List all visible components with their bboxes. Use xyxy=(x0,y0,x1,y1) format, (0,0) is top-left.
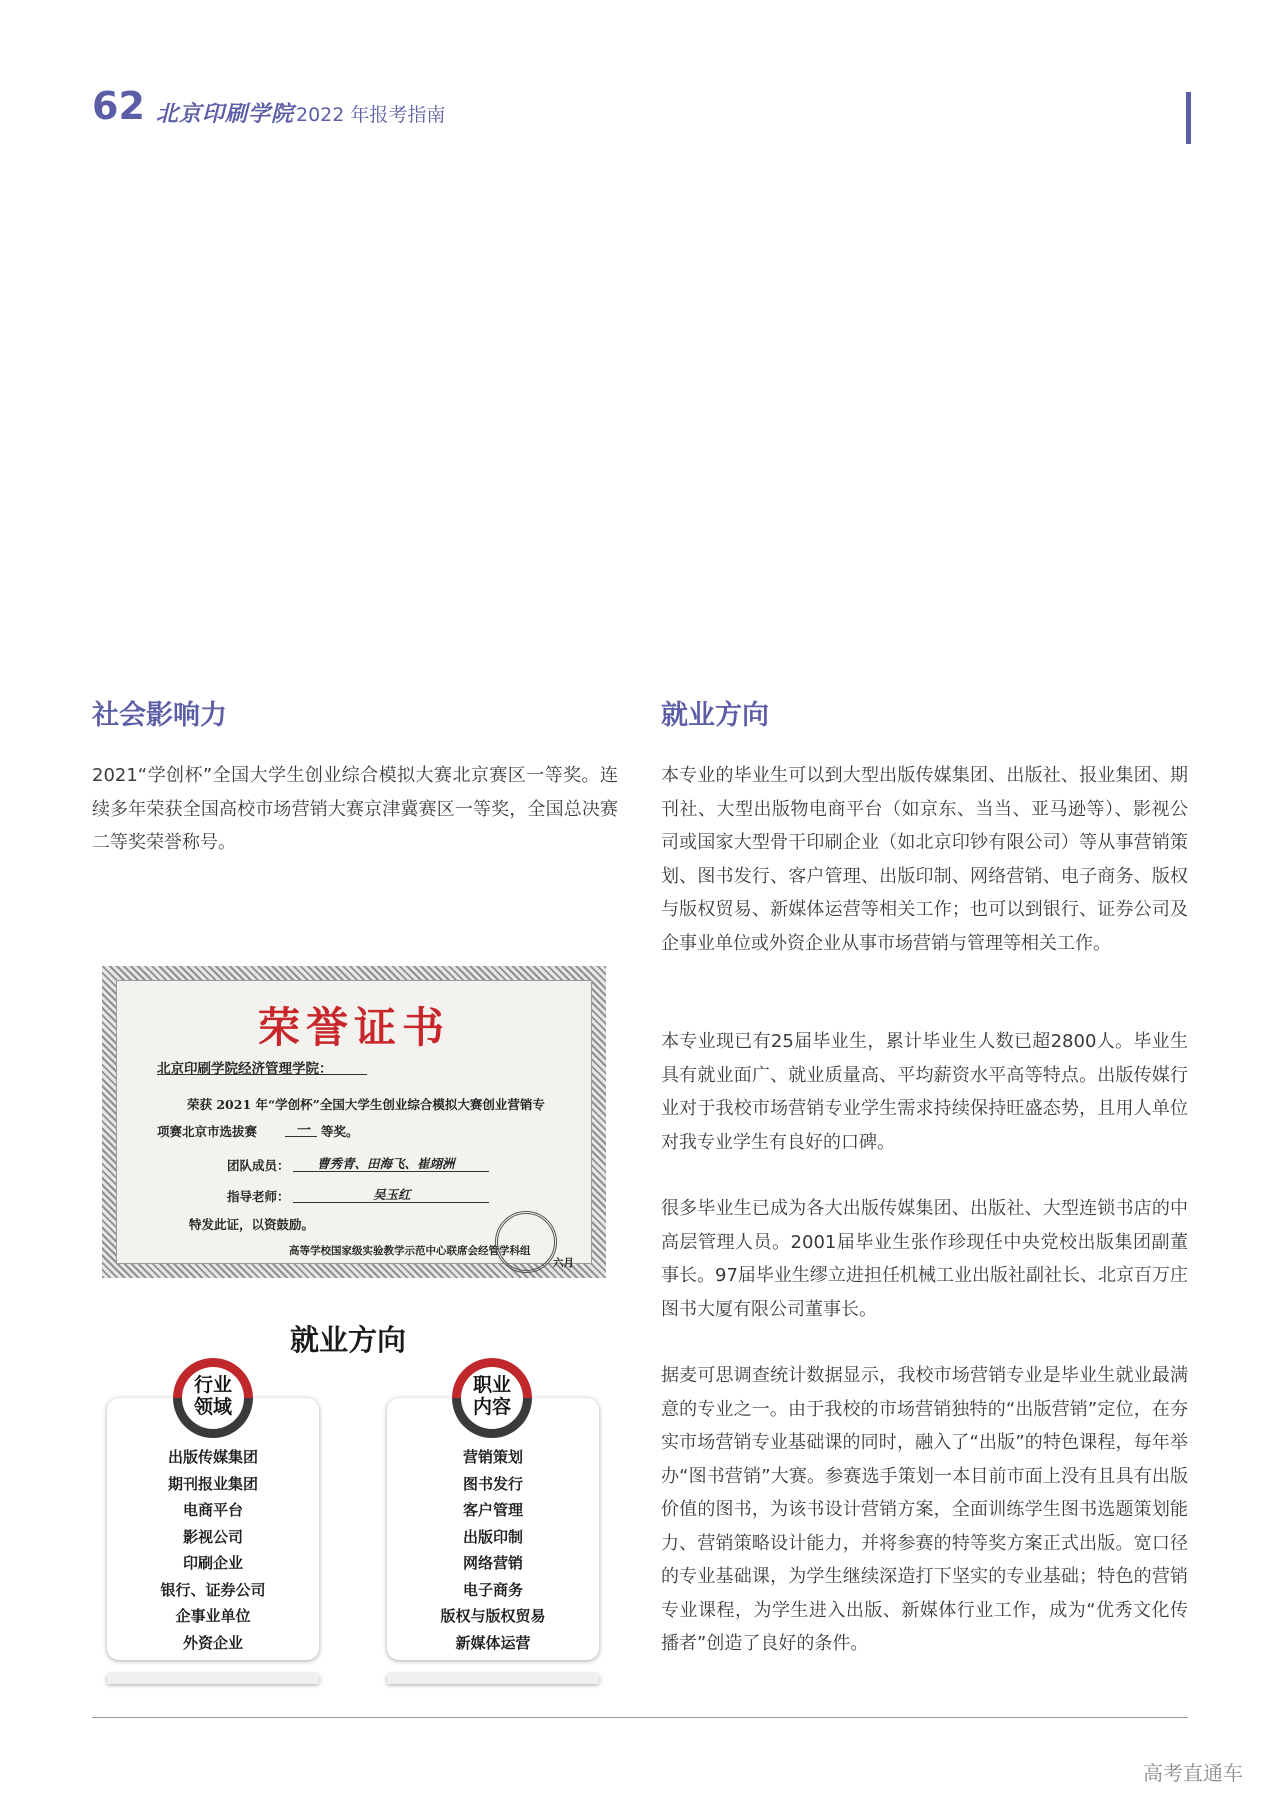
honor-certificate xyxy=(102,966,606,1278)
list-item: 图书发行 xyxy=(462,1474,523,1493)
header-accent-bar xyxy=(1186,92,1191,144)
list-item: 版权与版权贸易 xyxy=(440,1607,546,1625)
recipient-underline xyxy=(157,1074,367,1075)
section-title-employment: 就业方向 xyxy=(661,700,769,731)
employment-paragraph-2: 本专业现已有25届毕业生，累计毕业生人数已超2800人。毕业生具有就业面广、就业质量高、平均薪资水平高等特点。出版传媒行业对于我校市场营销专业学生需求持续保持旺盛态势，且用人单位对我专业学生有良好的口碑。 xyxy=(661,1031,1188,1153)
certificate-title: 荣誉证书 xyxy=(257,1003,450,1052)
employment-paragraph-4: 据麦可思调查统计数据显示，我校市场营销专业是毕业生就业最满意的专业之一。由于我校的市场营销独特的“出版营销”定位，在夯实市场营销专业基础课的同时，融入了“出版”的特色课程，每年举办“图书营销”大赛。参赛选手策划一本目前市面上没有且具有出版价值的图书，为该书设计营销方案，全面训练学生图书选题策划能力、营销策略设计能力，并将参赛的特等奖方案正式出版。宽口径的专业基础课，为学生继续深造打下坚实的专业基础；特色的营销专业课程，为学生进入出版、新媒体行业工作，成为“优秀文化传播者”创造了良好的条件。 xyxy=(661,1365,1188,1654)
section-title-influence: 社会影响力 xyxy=(92,700,227,731)
rank-underline xyxy=(285,1136,317,1137)
list-item: 影视公司 xyxy=(182,1527,243,1546)
career-badge xyxy=(452,1358,532,1438)
list-item: 电商平台 xyxy=(182,1501,243,1519)
certificate-recipient: 北京印刷学院经济管理学院： xyxy=(157,1061,333,1077)
industry-badge-label: 行业 领域 xyxy=(193,1374,232,1418)
list-item: 期刊报业集团 xyxy=(167,1474,258,1493)
advisor-underline xyxy=(293,1202,489,1203)
career-list xyxy=(387,1444,599,1656)
list-item: 企事业单位 xyxy=(175,1607,251,1625)
certificate-closing: 特发此证，以资鼓励。 xyxy=(189,1217,315,1232)
certificate-date: 六月 xyxy=(553,1257,574,1269)
advisor-label: 指导老师： xyxy=(227,1189,290,1204)
page-number: 62 xyxy=(92,84,145,128)
influence-paragraph: 2021“学创杯”全国大学生创业综合模拟大赛北京赛区一等奖。连续多年荣获全国高校市场营销大赛京津冀赛区一等奖，全国总决赛二等奖荣誉称号。 xyxy=(92,765,618,853)
career-badge-label: 职业 内容 xyxy=(472,1374,511,1418)
career-card-base xyxy=(387,1674,599,1684)
industry-list xyxy=(107,1444,319,1656)
list-item: 印刷企业 xyxy=(182,1554,243,1572)
diagram-title: 就业方向 xyxy=(290,1323,407,1357)
certificate-rank: 一 xyxy=(297,1123,311,1139)
certificate-inner xyxy=(116,980,592,1269)
advisor-name: 吴玉红 xyxy=(373,1187,411,1202)
list-item: 外资企业 xyxy=(182,1633,243,1652)
career-badge-inner xyxy=(461,1367,523,1429)
industry-card-base xyxy=(107,1674,319,1684)
certificate-line2b: 等奖。 xyxy=(321,1124,359,1139)
employment-paragraph-3: 很多毕业生已成为各大出版传媒集团、出版社、大型连锁书店的中高层管理人员。2001届毕业生张作珍现任中央党校出版集团副董事长。97届毕业生缪立进担任机械工业出版社副社长、北京百万庄图书大厦有限公司董事长。 xyxy=(661,1198,1188,1320)
team-label: 团队成员： xyxy=(227,1158,290,1173)
certificate-line1: 荣获 2021 年“学创杯”全国大学生创业综合模拟大赛创业营销专 xyxy=(187,1097,545,1112)
certificate-line2a: 项赛北京市选拔赛 xyxy=(157,1124,258,1139)
list-item: 电子商务 xyxy=(462,1580,523,1599)
industry-badge-inner xyxy=(182,1367,244,1429)
footer-divider xyxy=(92,1717,1188,1718)
list-item: 银行、证券公司 xyxy=(160,1580,266,1599)
list-item: 网络营销 xyxy=(462,1554,523,1572)
list-item: 出版印制 xyxy=(462,1527,523,1546)
industry-badge xyxy=(173,1358,253,1438)
list-item: 出版传媒集团 xyxy=(167,1448,258,1466)
guide-title: 2022 年报考指南 xyxy=(296,104,446,126)
employment-paragraph-1: 本专业的毕业生可以到大型出版传媒集团、出版社、报业集团、期刊社、大型出版物电商平台（如京东、当当、亚马逊等）、影视公司或国家大型骨干印刷企业（如北京印钞有限公司）等从事营销策划、图书发行、客户管理、出版印制、网络营销、电子商务、版权与版权贸易、新媒体运营等相关工作；也可以到银行、证券公司及企事业单位或外资企业从事市场营销与管理等相关工作。 xyxy=(661,765,1188,954)
list-item: 客户管理 xyxy=(462,1501,523,1519)
footer-watermark: 高考直通车 xyxy=(1143,1761,1243,1785)
team-members: 曹秀青、田海飞、崔翊洲 xyxy=(317,1156,455,1171)
certificate-seal xyxy=(495,1211,557,1273)
school-name: 北京印刷学院 xyxy=(156,101,295,127)
team-underline xyxy=(293,1171,489,1172)
list-item: 营销策划 xyxy=(462,1448,523,1466)
list-item: 新媒体运营 xyxy=(455,1633,531,1652)
certificate-issuer: 高等学校国家级实验教学示范中心联席会经管学科组 xyxy=(289,1245,531,1257)
